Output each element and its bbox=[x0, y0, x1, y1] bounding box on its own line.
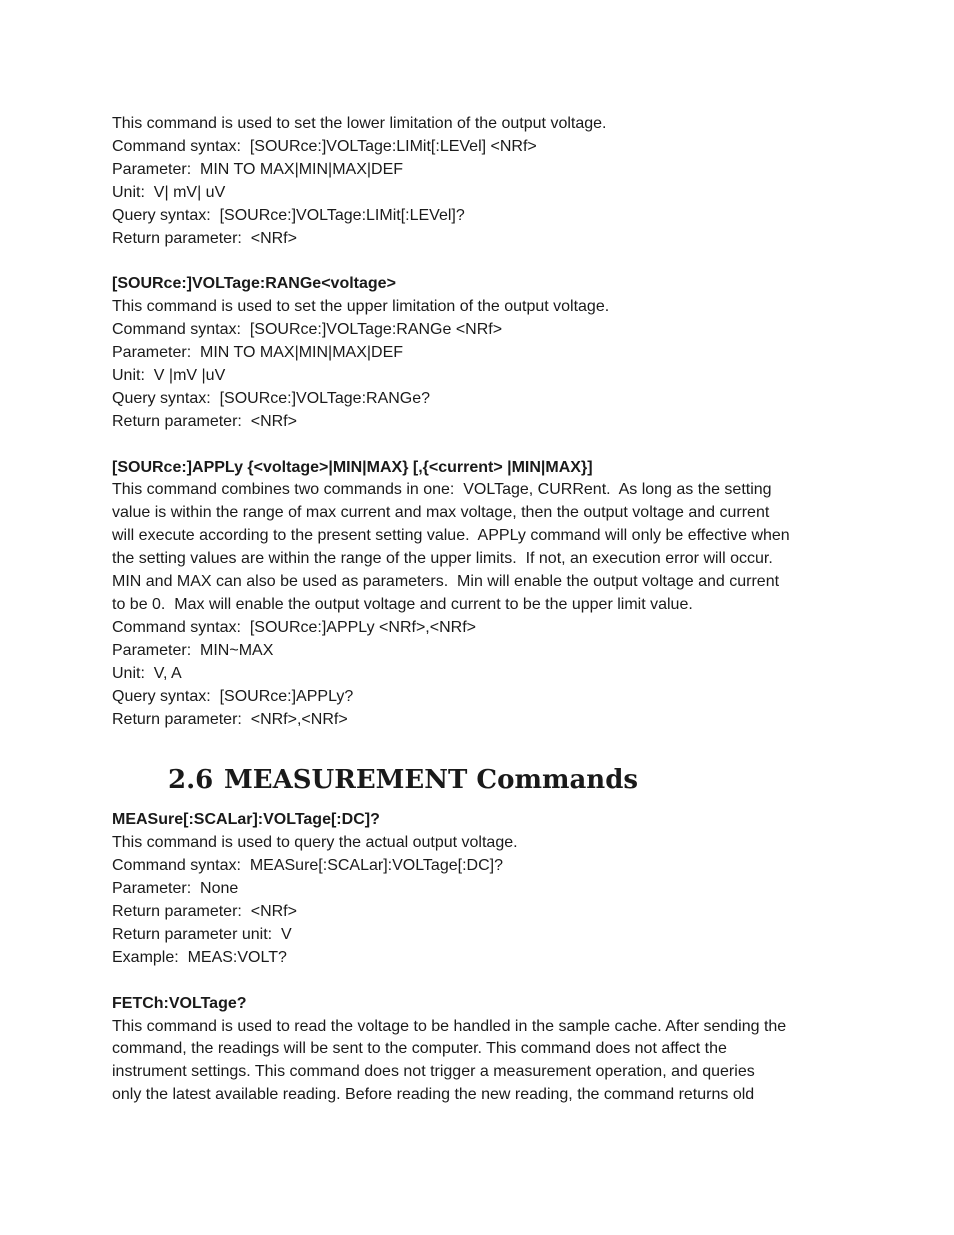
apply-block bbox=[112, 457, 852, 732]
apply-query: Query syntax: [SOURce:]APPLy? bbox=[112, 687, 354, 705]
voltage-range-unit: Unit: V |mV |uV bbox=[112, 366, 226, 384]
apply-return: Return parameter: <NRf>,<NRf> bbox=[112, 710, 348, 728]
fetch-voltage-description-line: only the latest available reading. Before reading the new reading, the command returns old bbox=[112, 1086, 755, 1104]
voltage-limit-query: Query syntax: [SOURce:]VOLTage:LIMit[:LEVel]? bbox=[112, 206, 465, 224]
apply-description-line: value is within the range of max current and max voltage, then the output voltage and current bbox=[112, 504, 770, 522]
apply-syntax: Command syntax: [SOURce:]APPLy <NRf>,<NRf> bbox=[112, 618, 476, 636]
voltage-range-query: Query syntax: [SOURce:]VOLTage:RANGe? bbox=[112, 389, 431, 407]
fetch-voltage-block bbox=[112, 993, 852, 1108]
measure-voltage-return: Return parameter: <NRf> bbox=[112, 903, 297, 921]
measure-voltage-block bbox=[112, 809, 852, 969]
voltage-range-syntax: Command syntax: [SOURce:]VOLTage:RANGe <NRf> bbox=[112, 321, 503, 339]
voltage-limit-return: Return parameter: <NRf> bbox=[112, 229, 297, 247]
voltage-range-parameter: Parameter: MIN TO MAX|MIN|MAX|DEF bbox=[112, 344, 404, 362]
document-page bbox=[112, 113, 852, 1107]
voltage-limit-block bbox=[112, 113, 852, 250]
measure-voltage-syntax: Command syntax: MEASure[:SCALar]:VOLTage[:DC]? bbox=[112, 857, 503, 875]
apply-unit: Unit: V, A bbox=[112, 664, 182, 682]
apply-parameter: Parameter: MIN~MAX bbox=[112, 641, 274, 659]
voltage-range-description: This command is used to set the upper limitation of the output voltage. bbox=[112, 298, 610, 316]
apply-description-line: This command combines two commands in one: VOLTage, CURRent. As long as the setting bbox=[112, 481, 772, 499]
apply-description-line: will execute according to the present setting value. APPLy command will only be effective when bbox=[112, 527, 790, 545]
apply-description-line: the setting values are within the range of the upper limits. If not, an execution error will occur. bbox=[112, 550, 773, 568]
measure-voltage-example: Example: MEAS:VOLT? bbox=[112, 948, 287, 966]
section-number: 2.6 bbox=[168, 765, 214, 796]
apply-heading: [SOURce:]APPLy {<voltage>|MIN|MAX} [,{<current> |MIN|MAX}] bbox=[112, 458, 593, 476]
measure-voltage-return-unit: Return parameter unit: V bbox=[112, 925, 292, 943]
voltage-range-heading: [SOURce:]VOLTage:RANGe<voltage> bbox=[112, 275, 396, 293]
voltage-limit-unit: Unit: V| mV| uV bbox=[112, 183, 226, 201]
measure-voltage-heading: MEASure[:SCALar]:VOLTage[:DC]? bbox=[112, 811, 380, 829]
apply-description-line: MIN and MAX can also be used as parameters. Min will enable the output voltage and current bbox=[112, 573, 780, 591]
fetch-voltage-description-line: instrument settings. This command does not trigger a measurement operation, and queries bbox=[112, 1063, 755, 1081]
fetch-voltage-description-line: command, the readings will be sent to the computer. This command does not affect the bbox=[112, 1040, 727, 1058]
measure-voltage-parameter: Parameter: None bbox=[112, 880, 239, 898]
voltage-limit-description: This command is used to set the lower limitation of the output voltage. bbox=[112, 115, 607, 132]
voltage-limit-parameter: Parameter: MIN TO MAX|MIN|MAX|DEF bbox=[112, 160, 404, 178]
fetch-voltage-heading: FETCh:VOLTage? bbox=[112, 994, 247, 1012]
voltage-range-block bbox=[112, 273, 852, 433]
voltage-range-return: Return parameter: <NRf> bbox=[112, 412, 297, 430]
fetch-voltage-description-line: This command is used to read the voltage to be handled in the sample cache. After sending the bbox=[112, 1017, 787, 1035]
section-heading bbox=[168, 763, 852, 797]
section-title-text: MEASUREMENT Commands bbox=[224, 765, 639, 796]
measure-voltage-description: This command is used to query the actual output voltage. bbox=[112, 834, 518, 852]
voltage-limit-syntax: Command syntax: [SOURce:]VOLTage:LIMit[:LEVel] <NRf> bbox=[112, 137, 537, 155]
apply-description-line: to be 0. Max will enable the output voltage and current to be the upper limit value. bbox=[112, 596, 693, 613]
